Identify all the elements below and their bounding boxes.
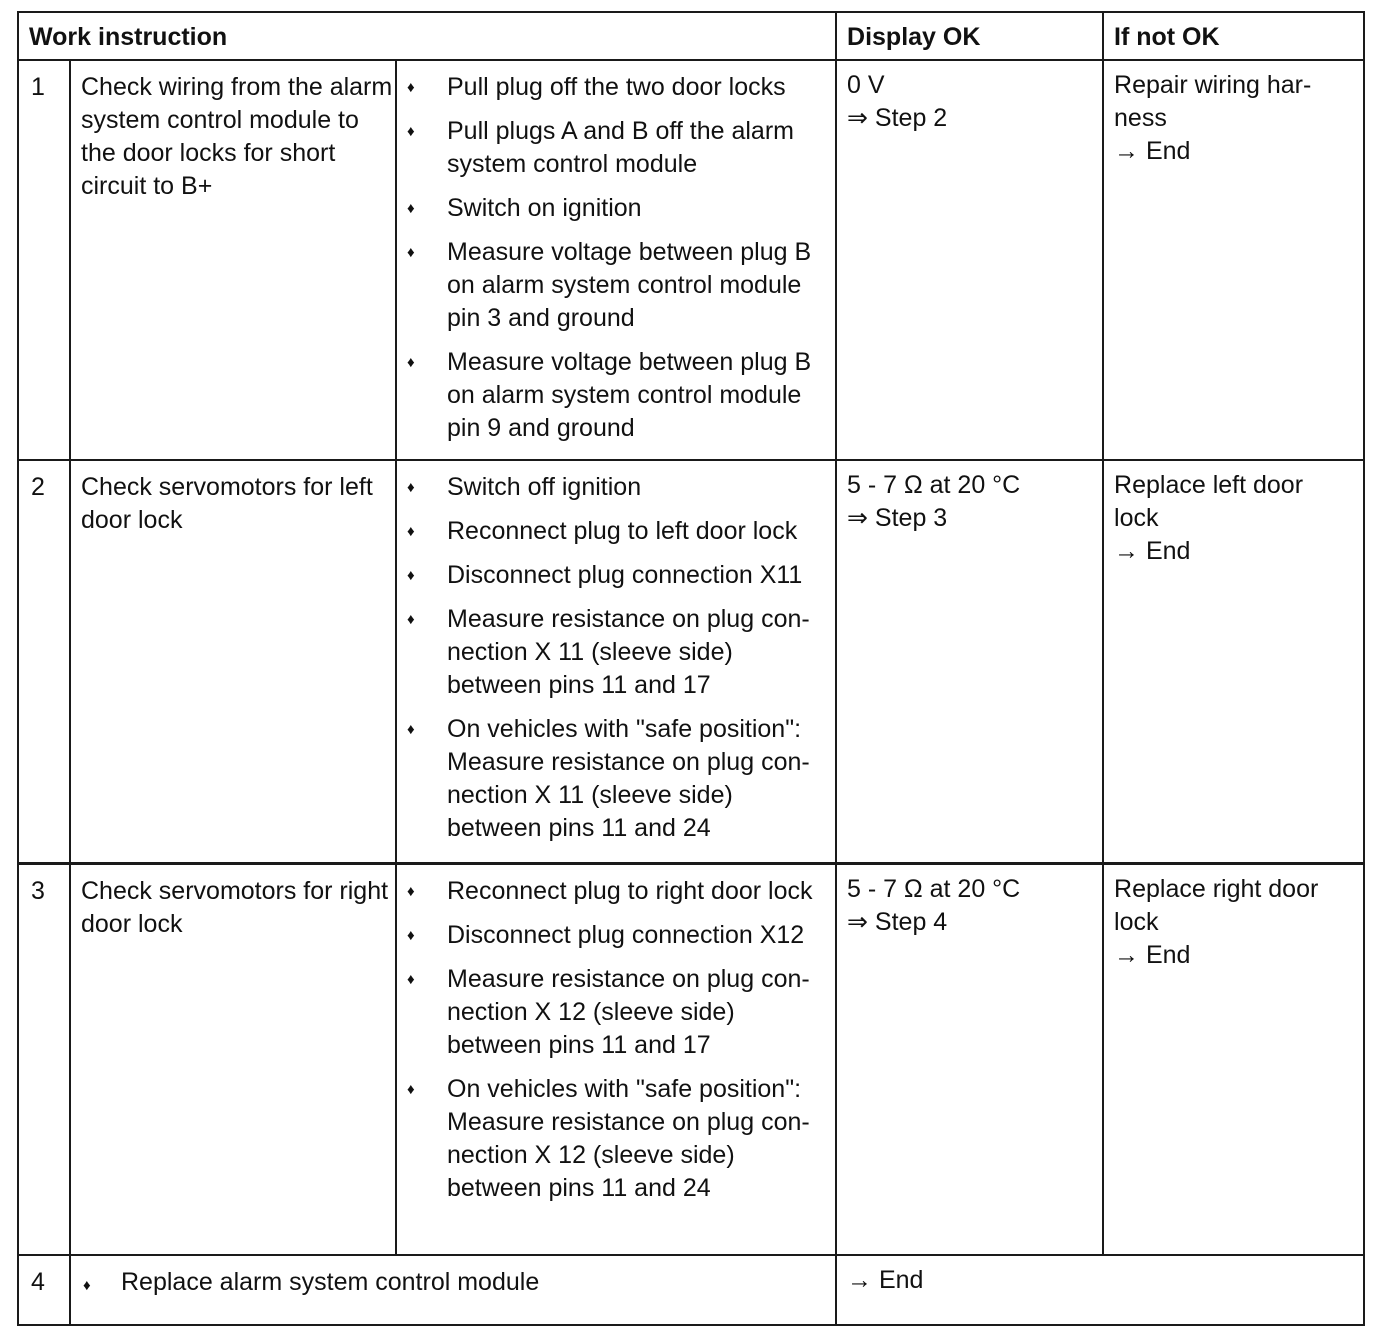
list-item: ♦ Reconnect plug to right door lock — [407, 875, 827, 908]
list-item: ♦ Reconnect plug to left door lock — [407, 515, 827, 548]
list-item: ♦ On vehicles with "safe position": Measure resistance on plug con-nection X 11 (sleeve side) between pins 11 and 24 — [407, 715, 810, 842]
diamond-bullet-icon: ♦ — [407, 567, 415, 584]
diamond-bullet-icon: ♦ — [407, 123, 415, 140]
step-number: 4 — [18, 1255, 70, 1325]
diamond-bullet-icon: ♦ — [407, 927, 415, 944]
step-description: Check servomotors for right door lock — [70, 864, 396, 1256]
list-item: ♦ Pull plugs A and B off the alarm system control module — [407, 117, 794, 178]
diamond-bullet-icon: ♦ — [407, 883, 415, 900]
step-actions — [396, 460, 836, 864]
list-item: ♦ Disconnect plug connection X12 — [407, 919, 827, 952]
header-display-ok: Display OK — [836, 12, 1103, 60]
list-item: ♦ Disconnect plug connection X11 — [407, 559, 827, 592]
diamond-bullet-icon: ♦ — [83, 1277, 91, 1294]
table-row — [18, 60, 1364, 460]
if-not-ok-cell: Replace right door lock → End — [1103, 864, 1364, 1256]
display-ok-cell: 0 V ⇒ Step 2 — [836, 60, 1103, 460]
step-actions — [396, 864, 836, 1256]
diamond-bullet-icon: ♦ — [407, 479, 415, 496]
work-instruction-table — [17, 11, 1365, 1326]
list-item: ♦ Measure voltage between plug B on alarm system control module pin 3 and ground — [407, 238, 812, 332]
header-row — [18, 12, 1364, 60]
list-item: ♦ Pull plug off the two door locks — [407, 71, 827, 104]
list-item: ♦ Switch on ignition — [407, 192, 827, 225]
diamond-bullet-icon: ♦ — [407, 523, 415, 540]
diamond-bullet-icon: ♦ — [407, 79, 415, 96]
diamond-bullet-icon: ♦ — [407, 1081, 415, 1098]
diamond-bullet-icon: ♦ — [407, 200, 415, 217]
step-description: Check wiring from the alarm system control module to the door locks for short circuit to B+ — [70, 60, 396, 460]
diamond-bullet-icon: ♦ — [407, 354, 415, 371]
display-ok-cell: 5 - 7 Ω at 20 °C ⇒ Step 4 — [836, 864, 1103, 1256]
list-item: ♦ Measure resistance on plug con-nection X 11 (sleeve side) between pins 11 and 17 — [407, 605, 810, 699]
diamond-bullet-icon: ♦ — [407, 971, 415, 988]
step-number: 1 — [18, 60, 70, 460]
if-not-ok-cell: Repair wiring har- ness → End — [1103, 60, 1364, 460]
display-ok-cell: 5 - 7 Ω at 20 °C ⇒ Step 3 — [836, 460, 1103, 864]
list-item: ♦ Measure voltage between plug B on alarm system control module pin 9 and ground — [407, 348, 812, 442]
diamond-bullet-icon: ♦ — [407, 611, 415, 628]
diamond-bullet-icon: ♦ — [407, 721, 415, 738]
list-item: ♦ Switch off ignition — [407, 471, 827, 504]
step-number: 3 — [18, 864, 70, 1256]
if-not-ok-cell: Replace left door lock → End — [1103, 460, 1364, 864]
diamond-bullet-icon: ♦ — [407, 244, 415, 261]
list-item: ♦ On vehicles with "safe position": Measure resistance on plug con-nection X 12 (sleeve side) between pins 11 and 24 — [407, 1075, 810, 1202]
step-actions — [396, 60, 836, 460]
table-row — [18, 864, 1364, 1256]
header-work-instruction: Work instruction — [18, 12, 836, 60]
step-number: 2 — [18, 460, 70, 864]
step-description: Check servomotors for left door lock — [70, 460, 396, 864]
step-actions: ♦ Replace alarm system control module — [70, 1255, 836, 1325]
list-item: ♦ Measure resistance on plug con-nection X 12 (sleeve side) between pins 11 and 17 — [407, 965, 810, 1059]
header-if-not-ok: If not OK — [1103, 12, 1364, 60]
display-ok-cell: → End — [836, 1255, 1364, 1325]
table-row — [18, 460, 1364, 864]
table-row — [18, 1255, 1364, 1325]
